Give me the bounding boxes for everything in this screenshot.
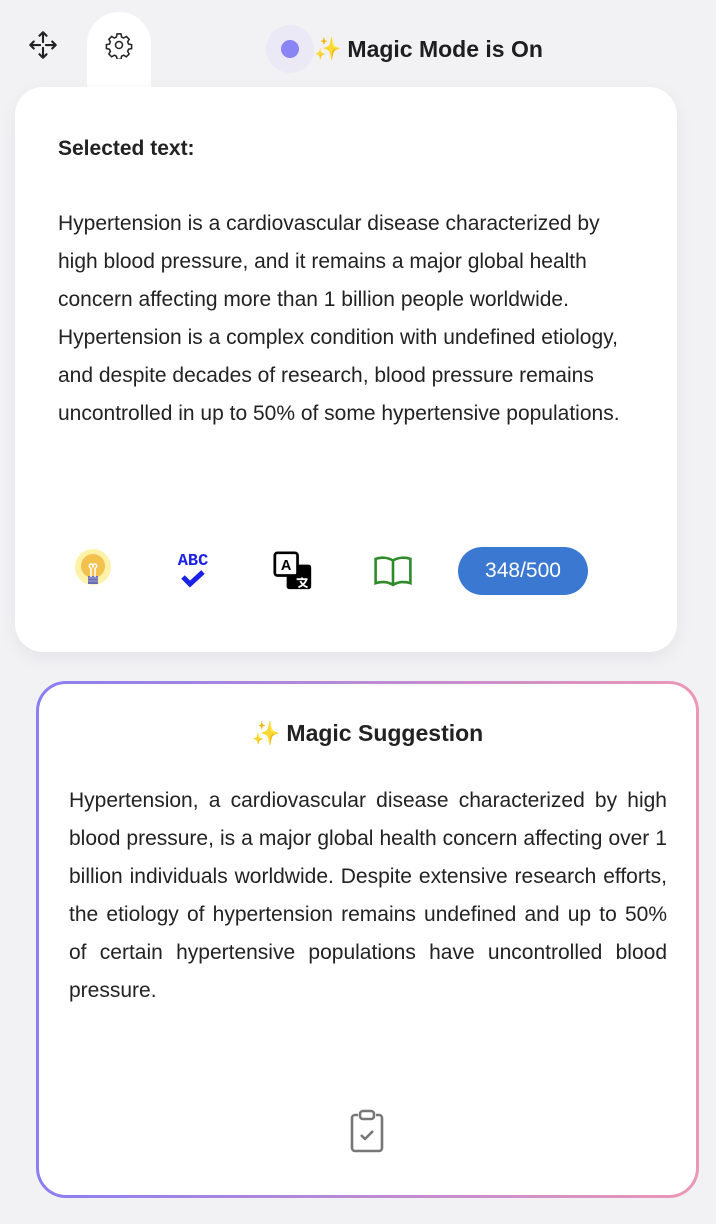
status-dot (281, 40, 299, 58)
translate-icon (273, 549, 313, 593)
copy-to-clipboard-icon[interactable] (347, 1108, 387, 1154)
mode-toggle[interactable] (266, 25, 314, 73)
sparkle-icon: ✨ (314, 36, 342, 61)
spellcheck-button[interactable] (173, 549, 213, 593)
idea-button[interactable] (73, 549, 113, 593)
selected-text-card (15, 87, 677, 652)
translate-button[interactable] (273, 549, 313, 593)
suggestion-text: Hypertension, a cardiovascular disease characterized by high blood pressure, is a major global health concern affecting over 1 billion individuals worldwide. Despite extensive research efforts, the etiology of hypertension remains undefined and up to 50% of certain hypertensive populations have uncontrolled blood pressure. (69, 789, 667, 1002)
spellcheck-icon (173, 549, 213, 593)
magic-suggestion-panel (36, 681, 699, 1198)
suggestion-title-text: Magic Suggestion (286, 720, 484, 746)
gear-icon (105, 31, 133, 59)
svg-text:A: A (280, 558, 292, 575)
magic-mode-status (266, 25, 543, 73)
book-icon (373, 551, 413, 591)
character-count-badge: 348/500 (458, 547, 588, 595)
sparkle-icon: ✨ (251, 720, 281, 746)
selected-text-body: Hypertension is a cardiovascular disease characterized by high blood pressure, and it remains a major global health concern affecting more than 1 billion people worldwide. Hypertension is a complex condition with undefined etiology, and despite decades of research, blood pressure remains uncontrolled in up to 50% of some hypertensive populations. (58, 212, 620, 425)
svg-text:ABC: ABC (177, 552, 209, 571)
lightbulb-icon (73, 549, 113, 593)
selected-text-title: Selected text: (58, 137, 195, 160)
mode-label: Magic Mode is On (347, 35, 543, 62)
suggestion-title (39, 720, 696, 747)
dictionary-button[interactable] (373, 549, 413, 593)
toolbar (73, 547, 588, 595)
move-icon[interactable] (26, 28, 60, 62)
